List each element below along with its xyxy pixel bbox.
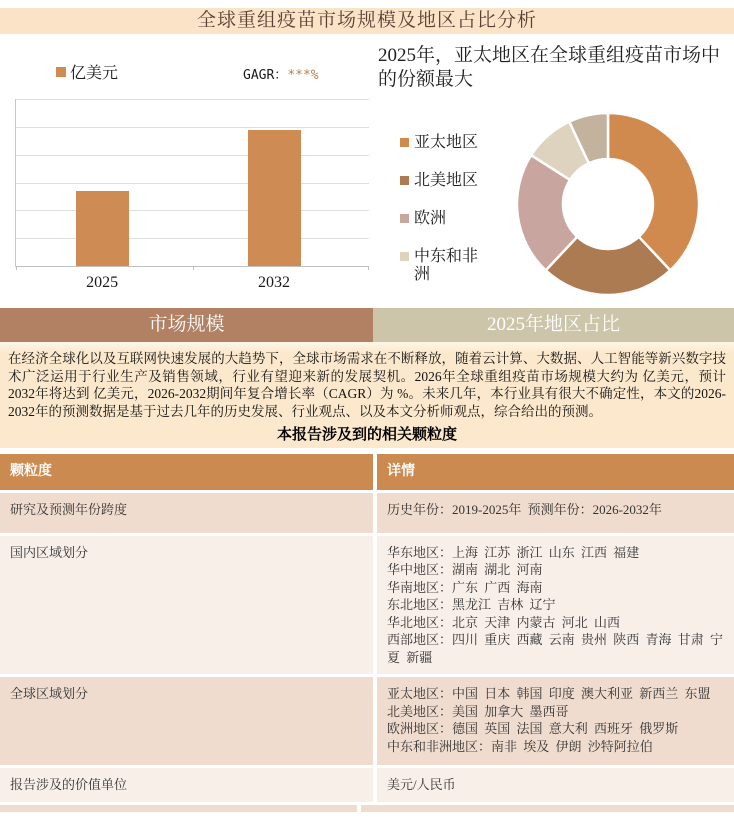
bar-2025 (76, 191, 129, 266)
detail-line: 美元/人民币 (387, 777, 456, 792)
gridline (16, 99, 369, 100)
detail-line: 东北地区：黑龙江 吉林 辽宁 (387, 597, 556, 612)
axis-tick (16, 266, 17, 270)
table-row (0, 677, 734, 765)
cagr-annotation (243, 64, 319, 83)
x-axis-label: 2025 (86, 274, 119, 291)
legend-marker (400, 252, 409, 261)
detail-line: 华中地区：湖南 湖北 河南 (387, 562, 543, 577)
detail-line: 西部地区：四川 重庆 西藏 云南 贵州 陕西 青海 甘肃 宁夏 新疆 (387, 632, 724, 665)
donut-legend-item (400, 172, 484, 190)
gridline (16, 183, 369, 184)
donut-legend-item (400, 210, 484, 228)
gridline (16, 127, 369, 128)
gridline (16, 238, 369, 239)
gridline (16, 210, 369, 211)
detail-cell (377, 493, 734, 533)
donut-chart (513, 109, 703, 299)
donut-legend-item (400, 134, 484, 152)
x-axis-label: 2032 (258, 274, 291, 291)
donut-legend (400, 134, 484, 284)
table-row-cutoff (0, 805, 734, 812)
detail-cell (361, 805, 734, 812)
legend-label: 北美地区 (414, 172, 479, 189)
bar-2032 (248, 130, 301, 266)
table-row (0, 536, 734, 675)
donut-chart-title: 2025年，亚太地区在全球重组疫苗市场中的份额最大 (378, 45, 721, 90)
charts-row (0, 34, 734, 304)
section-tabs (0, 308, 734, 342)
summary-paragraph: 在经济全球化以及互联网快速发展的大趋势下，全球市场需求在不断释放，随着云计算、大数据、人工智能等新兴数字技术广泛运用于行业生产及销售领域，行业有望迎来新的发展契机。2026年全球重组疫苗市场规模大约为 亿美元，预计2032年将达到 亿美元，2026-2032期间年复合增长率（CAGR）为 %。未来几年，本行业具有很大不确定性，本文的2026-2032年的预测数据是基于过去几年的历史发展、行业观点、以及本文分析师观点，综合给出的预测。 (8, 351, 726, 419)
page-title: 全球重组疫苗市场规模及地区占比分析 (0, 8, 734, 34)
granularity-cell: 全球区域划分 (0, 677, 373, 765)
detail-line: 华东地区：上海 江苏 浙江 山东 江西 福建 (387, 544, 640, 560)
bar-legend-label: 亿美元 (70, 65, 119, 82)
detail-cell (377, 677, 734, 765)
granularity-cell: 报告涉及的价值单位 (0, 768, 373, 802)
granularity-heading: 本报告涉及到的相关颗粒度 (276, 427, 457, 443)
detail-line: 中东和非洲地区：南非 埃及 伊朗 沙特阿拉伯 (387, 738, 653, 754)
donut-legend-item (400, 248, 484, 284)
axis-tick (368, 266, 369, 270)
table-header-granularity: 颗粒度 (0, 454, 373, 490)
granularity-cell (0, 805, 357, 812)
detail-cell (377, 768, 734, 802)
region-share-donut-chart (370, 34, 734, 304)
report-page (0, 8, 734, 818)
detail-cell (377, 536, 734, 675)
axis-tick (193, 266, 194, 270)
market-size-bar-chart (0, 34, 370, 304)
legend-label: 亚太地区 (414, 134, 479, 151)
detail-line: 欧洲地区：德国 英国 法国 意大利 西班牙 俄罗斯 (387, 721, 679, 736)
detail-line: 亚太地区：中国 日本 韩国 印度 澳大利亚 新西兰 东盟 (387, 686, 711, 701)
bar-legend-marker (56, 67, 66, 77)
cagr-value: ***% (287, 68, 319, 83)
granularity-table (0, 454, 734, 812)
legend-label: 中东和非洲 (414, 248, 479, 283)
gridline (16, 155, 369, 156)
table-row (0, 493, 734, 533)
tab-market-size[interactable]: 市场规模 (0, 308, 373, 342)
detail-line: 华南地区：广东 广西 海南 (387, 579, 543, 595)
legend-marker (400, 214, 409, 223)
table-header-detail: 详情 (377, 454, 734, 490)
legend-marker (400, 176, 409, 185)
granularity-cell: 国内区域划分 (0, 536, 373, 675)
detail-line: 北美地区：美国 加拿大 墨西哥 (387, 703, 569, 719)
legend-marker (400, 138, 409, 147)
detail-line: 历史年份：2019-2025年 预测年份：2026-2032年 (387, 501, 662, 517)
tab-region-share[interactable]: 2025年地区占比 (373, 308, 734, 342)
detail-line: 华北地区：北京 天津 内蒙古 河北 山西 (387, 614, 621, 630)
bar-plot-area (15, 99, 369, 291)
cagr-label: GAGR： (243, 68, 288, 83)
bar-chart-legend (56, 60, 118, 83)
legend-label: 欧洲 (414, 210, 447, 227)
table-header-row (0, 454, 734, 490)
table-row (0, 768, 734, 802)
granularity-cell: 研究及预测年份跨度 (0, 493, 373, 533)
summary-section (0, 342, 734, 448)
